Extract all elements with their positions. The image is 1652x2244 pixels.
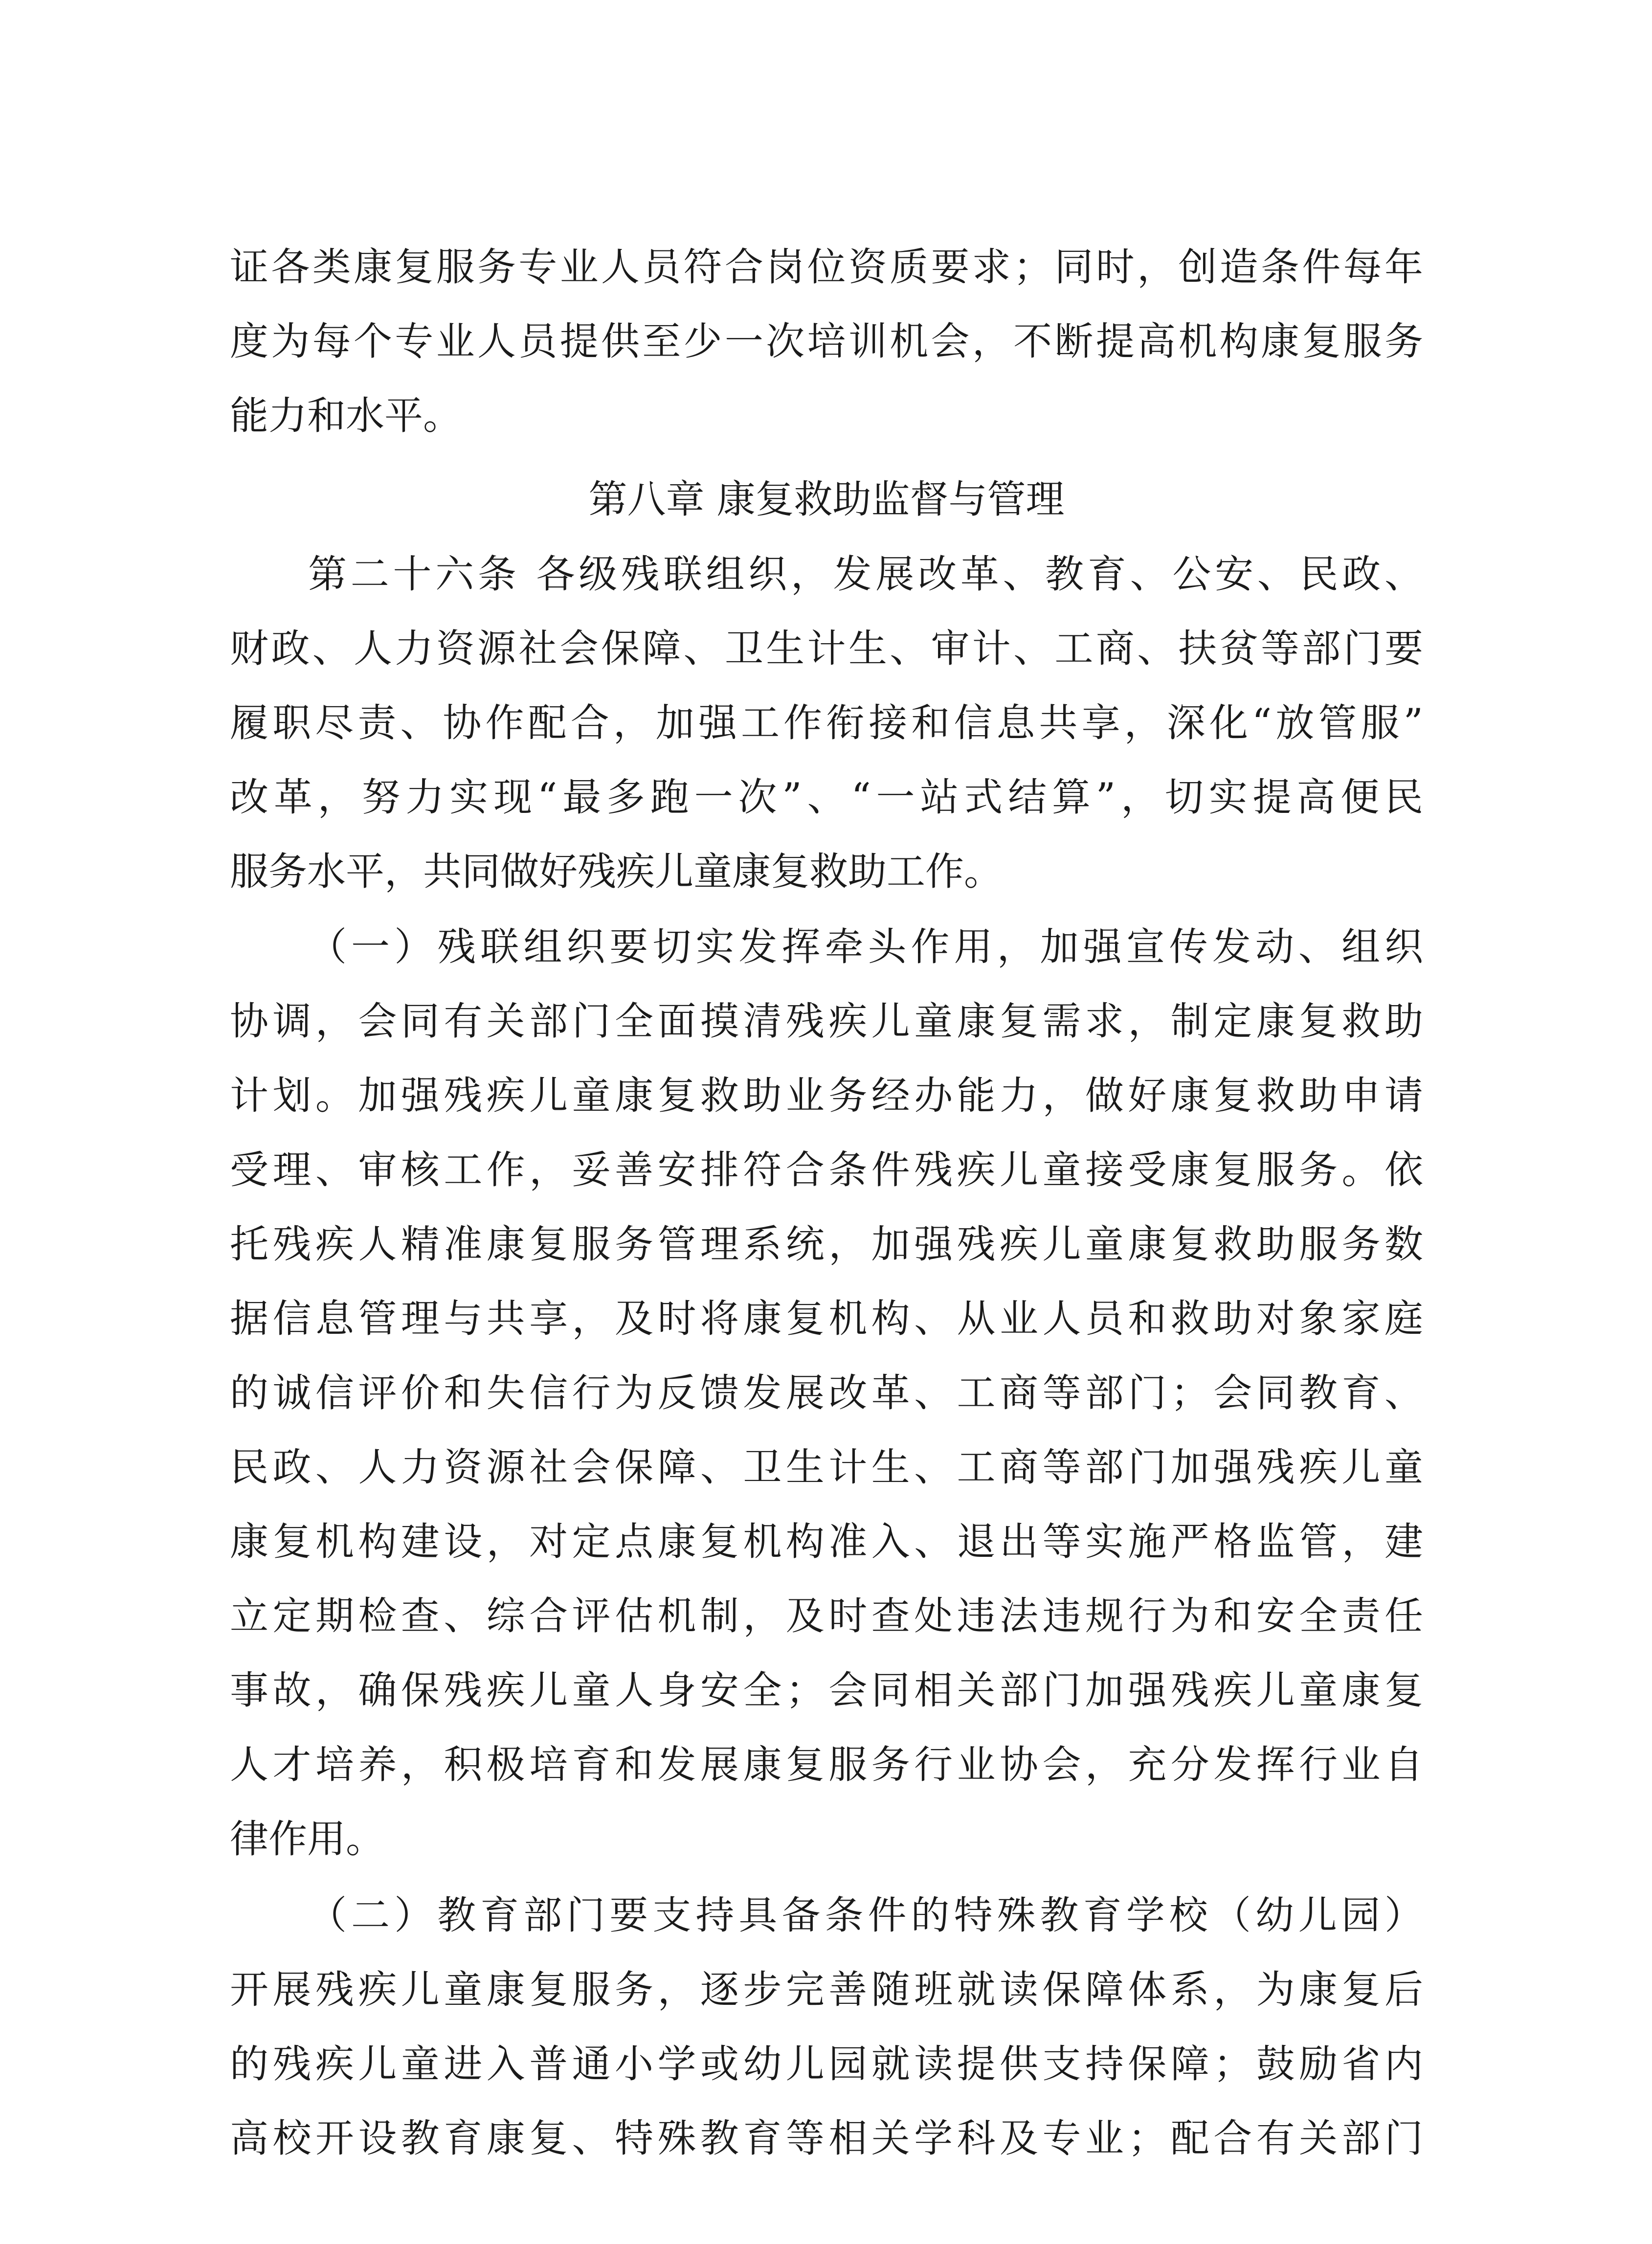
paragraph-line: 托残疾人精准康复服务管理系统，加强残疾儿童康复救助服务数 bbox=[230, 1222, 1423, 1267]
paragraph-line: 开展残疾儿童康复服务，逐步完善随班就读保障体系，为康复后 bbox=[230, 1967, 1423, 2012]
paragraph-line: 第二十六条 各级残联组织，发展改革、教育、公安、民政、 bbox=[308, 552, 1423, 597]
paragraph-line: 受理、审核工作，妥善安排符合条件残疾儿童接受康复服务。依 bbox=[230, 1147, 1423, 1192]
paragraph-line: 财政、人力资源社会保障、卫生计生、审计、工商、扶贫等部门要 bbox=[230, 626, 1423, 671]
paragraph-line: 服务水平，共同做好残疾儿童康复救助工作。 bbox=[230, 849, 1003, 894]
article-26-paragraph bbox=[230, 537, 1423, 909]
item-2-paragraph bbox=[230, 1878, 1423, 2176]
paragraph-line: （二）教育部门要支持具备条件的特殊教育学校（幼儿园） bbox=[308, 1893, 1423, 1938]
opening-paragraph bbox=[230, 230, 1423, 453]
paragraph-line: 高校开设教育康复、特殊教育等相关学科及专业；配合有关部门 bbox=[230, 2116, 1423, 2161]
paragraph-line: 事故，确保残疾儿童人身安全；会同相关部门加强残疾儿童康复 bbox=[230, 1668, 1423, 1713]
item-1-paragraph bbox=[230, 910, 1423, 1876]
paragraph-line: 度为每个专业人员提供至少一次培训机会，不断提高机构康复服务 bbox=[230, 319, 1423, 364]
paragraph-line: 履职尽责、协作配合，加强工作衔接和信息共享，深化“放管服” bbox=[230, 700, 1423, 745]
chapter-heading: 第八章 康复救助监督与管理 bbox=[588, 477, 1065, 522]
paragraph-line: 民政、人力资源社会保障、卫生计生、工商等部门加强残疾儿童 bbox=[230, 1445, 1423, 1490]
paragraph-line: 据信息管理与共享，及时将康复机构、从业人员和救助对象家庭 bbox=[230, 1296, 1423, 1341]
paragraph-line: 证各类康复服务专业人员符合岗位资质要求；同时，创造条件每年 bbox=[230, 245, 1423, 290]
paragraph-line: 的残疾儿童进入普通小学或幼儿园就读提供支持保障；鼓励省内 bbox=[230, 2042, 1423, 2087]
paragraph-line: 立定期检查、综合评估机制，及时查处违法违规行为和安全责任 bbox=[230, 1593, 1423, 1638]
paragraph-line: 计划。加强残疾儿童康复救助业务经办能力，做好康复救助申请 bbox=[230, 1073, 1423, 1118]
paragraph-line: 协调，会同有关部门全面摸清残疾儿童康复需求，制定康复救助 bbox=[230, 999, 1423, 1044]
paragraph-line: 律作用。 bbox=[230, 1817, 384, 1862]
paragraph-line: 改革，努力实现“最多跑一次”、“一站式结算”，切实提高便民 bbox=[230, 775, 1423, 820]
paragraph-line: 康复机构建设，对定点康复机构准入、退出等实施严格监管，建 bbox=[230, 1519, 1423, 1564]
paragraph-line: 能力和水平。 bbox=[230, 393, 462, 438]
paragraph-line: （一）残联组织要切实发挥牵头作用，加强宣传发动、组织 bbox=[308, 924, 1423, 969]
paragraph-line: 人才培养，积极培育和发展康复服务行业协会，充分发挥行业自 bbox=[230, 1742, 1423, 1787]
paragraph-line: 的诚信评价和失信行为反馈发展改革、工商等部门；会同教育、 bbox=[230, 1370, 1423, 1415]
